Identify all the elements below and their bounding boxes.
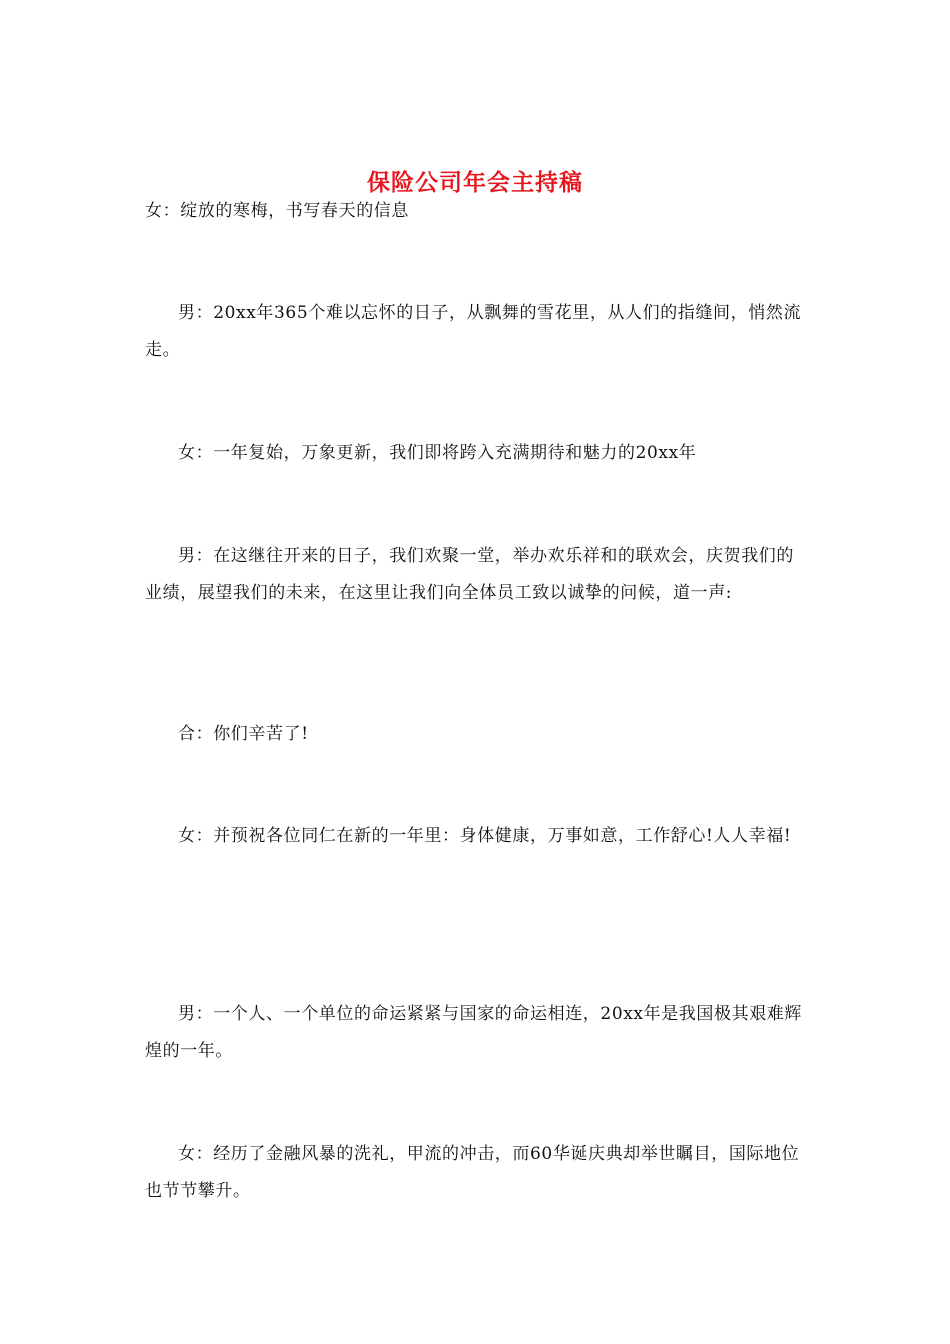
paragraph-2: 男：20xx年365个难以忘怀的日子，从飘舞的雪花里，从人们的指缝间，悄然流走。 [145, 303, 802, 360]
paragraph-6: 女：并预祝各位同仁在新的一年里：身体健康，万事如意，工作舒心!人人幸福! [178, 826, 792, 846]
paragraph-3: 女：一年复始，万象更新，我们即将跨入充满期待和魅力的20xx年 [178, 443, 697, 463]
paragraph-5: 合：你们辛苦了! [178, 724, 309, 744]
document-title: 保险公司年会主持稿 [367, 169, 583, 197]
paragraph-1: 女：绽放的寒梅，书写春天的信息 [145, 201, 409, 221]
paragraph-4: 男：在这继往开来的日子，我们欢聚一堂，举办欢乐祥和的联欢会，庆贺我们的业绩，展望我们的未来，在这里让我们向全体员工致以诚挚的问候，道一声: [145, 546, 794, 603]
paragraph-8: 女：经历了金融风暴的洗礼，甲流的冲击，而60华诞庆典却举世瞩目，国际地位也节节攀升。 [145, 1144, 800, 1201]
paragraph-7: 男：一个人、一个单位的命运紧紧与国家的命运相连，20xx年是我国极其艰难辉煌的一年。 [145, 1004, 803, 1061]
